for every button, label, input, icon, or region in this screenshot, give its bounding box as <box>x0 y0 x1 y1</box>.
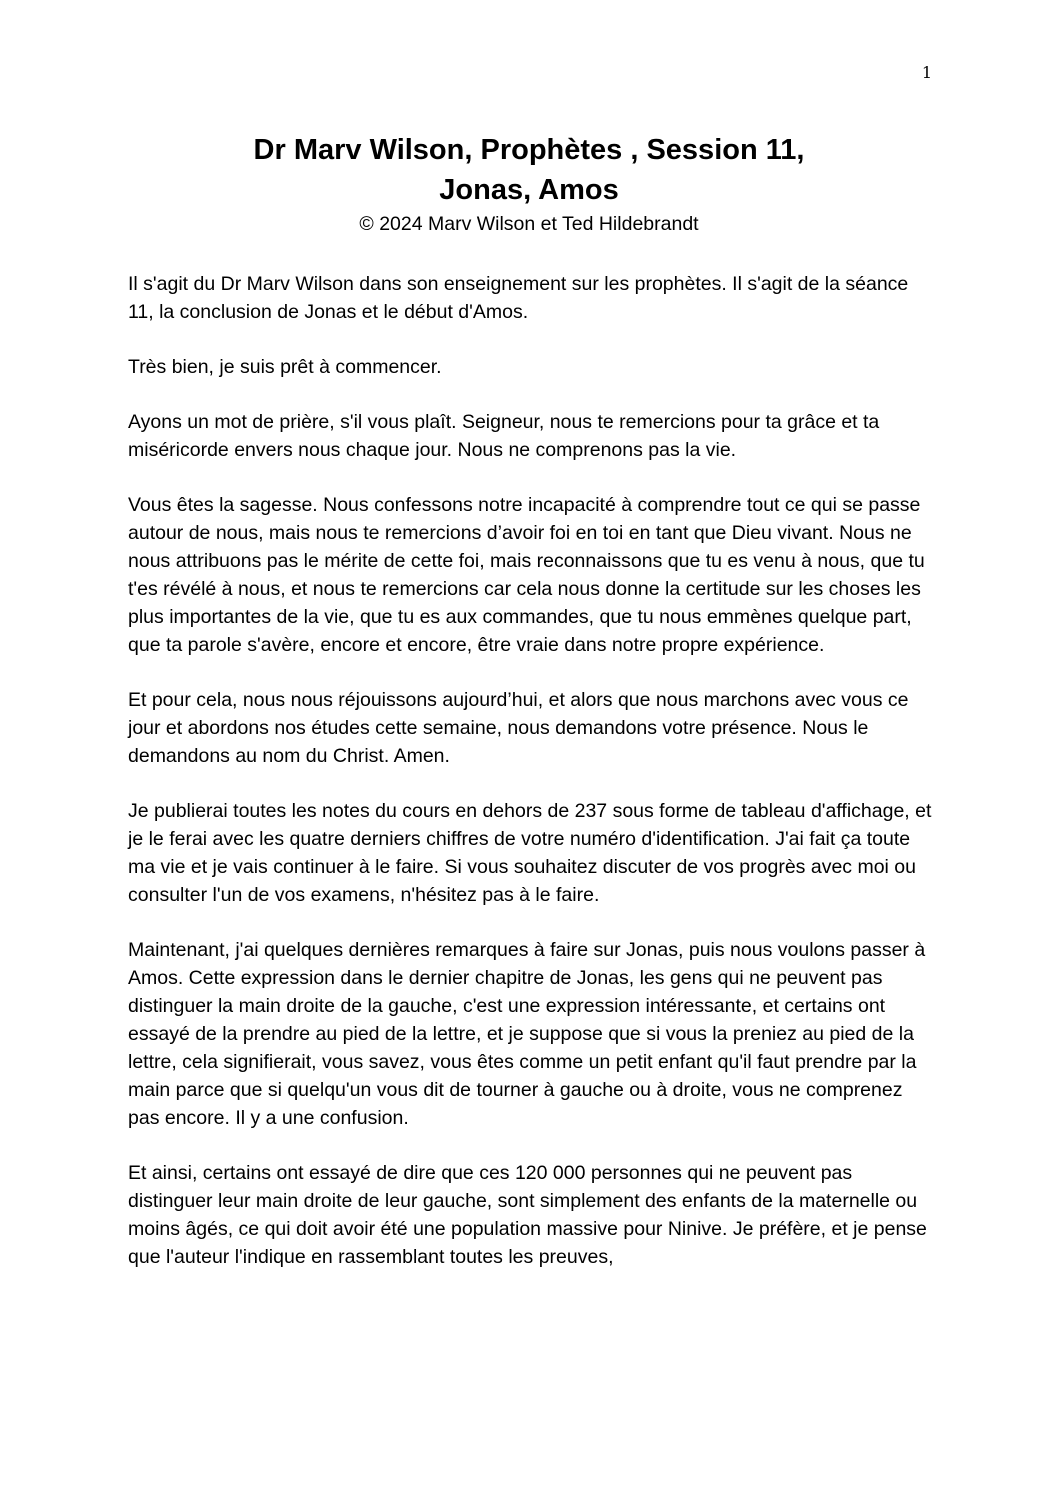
document-title-line-1: Dr Marv Wilson, Prophètes , Session 11, <box>253 134 805 166</box>
paragraph: Je publierai toutes les notes du cours en dehors de 237 sous forme de tableau d'affichage, et je le ferai avec les quatre derniers chiffres de votre numéro d'identification. J'ai fait ça toute ma vie et je vais continuer à le faire. Si vous souhaitez discuter de vos progrès avec moi ou consulter l'un de vos examens, n'hésitez pas à le faire. <box>128 800 932 906</box>
document-body <box>128 270 932 1298</box>
document-header <box>0 130 1058 238</box>
paragraph: Et ainsi, certains ont essayé de dire que ces 120 000 personnes qui ne peuvent pas distinguer leur main droite de leur gauche, sont simplement des enfants de la maternelle ou moins âgés, ce qui doit avoir été une population massive pour Ninive. Je préfère, et je pense que l'auteur l'indique en rassemblant toutes les preuves, <box>128 1162 927 1268</box>
copyright-notice: © 2024 Marv Wilson et Ted Hildebrandt <box>359 213 699 235</box>
page-number: 1 <box>921 63 932 82</box>
paragraph: Il s'agit du Dr Marv Wilson dans son enseignement sur les prophètes. Il s'agit de la séance 11, la conclusion de Jonas et le début d'Amos. <box>128 273 909 323</box>
paragraph: Et pour cela, nous nous réjouissons aujourd’hui, et alors que nous marchons avec vous ce jour et abordons nos études cette semaine, nous demandons votre présence. Nous le demandons au nom du Christ. Amen. <box>128 689 909 767</box>
paragraph: Très bien, je suis prêt à commencer. <box>128 356 442 378</box>
paragraph: Ayons un mot de prière, s'il vous plaît. Seigneur, nous te remercions pour ta grâce et ta miséricorde envers nous chaque jour. Nous ne comprenons pas la vie. <box>128 411 880 461</box>
paragraph: Maintenant, j'ai quelques dernières remarques à faire sur Jonas, puis nous voulons passer à Amos. Cette expression dans le dernier chapitre de Jonas, les gens qui ne peuvent pas distinguer la main droite de la gauche, c'est une expression intéressante, et certains ont essayé de la prendre au pied de la lettre, et je suppose que si vous la preniez au pied de la lettre, cela signifierait, vous savez, vous êtes comme un petit enfant qu'il faut prendre par la main parce que si quelqu'un vous dit de tourner à gauche ou à droite, vous ne comprenez pas encore. Il y a une confusion. <box>128 939 926 1129</box>
document-title-line-2: Jonas, Amos <box>439 174 619 206</box>
paragraph: Vous êtes la sagesse. Nous confessons notre incapacité à comprendre tout ce qui se passe autour de nous, mais nous te remercions d’avoir foi en toi en tant que Dieu vivant. Nous ne nous attribuons pas le mérite de cette foi, mais reconnaissons que tu es venu à nous, que tu t'es révélé à nous, et nous te remercions car cela nous donne la certitude sur les choses les plus importantes de la vie, que tu es aux commandes, que tu nous emmènes quelque part, que ta parole s'avère, encore et encore, être vraie dans notre propre expérience. <box>128 494 925 656</box>
